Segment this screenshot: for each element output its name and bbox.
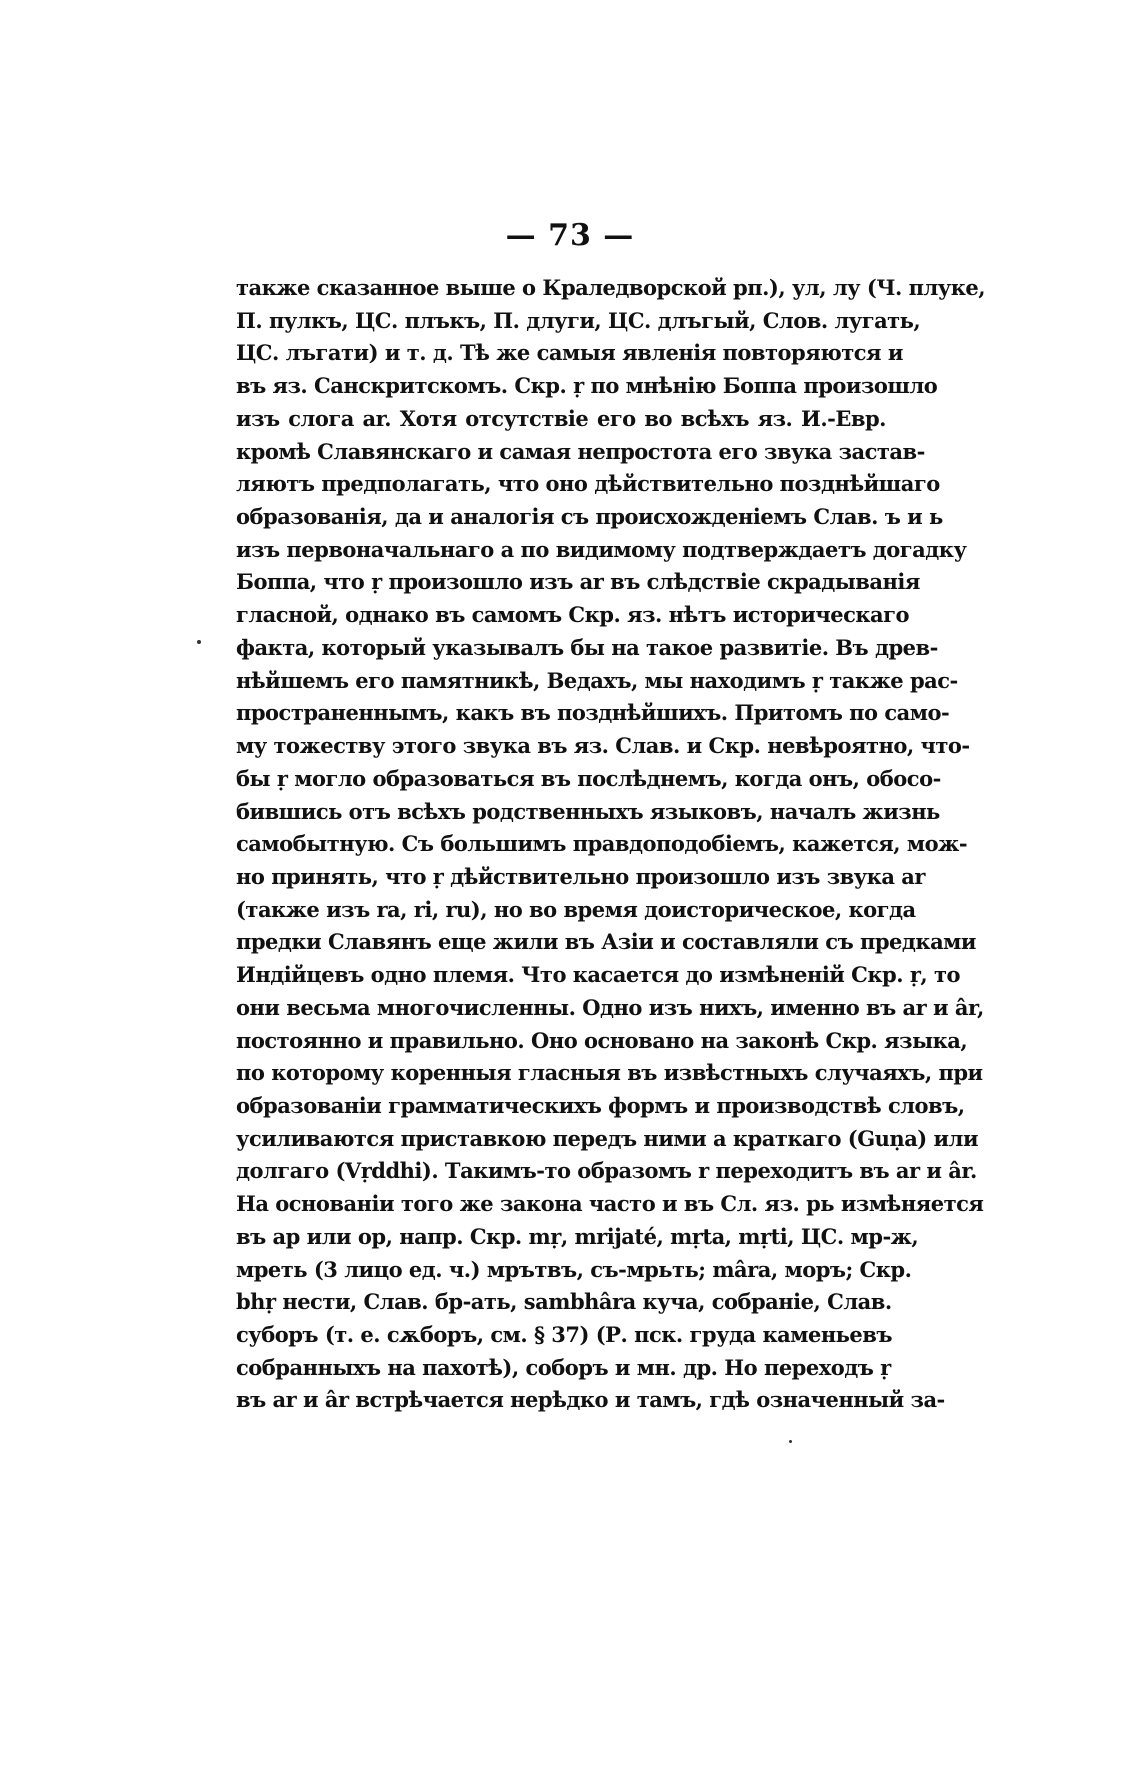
text-line: изъ слога ar. Хотя отсутствіе его во всѣхъ яз. И.-Евр. xyxy=(236,405,886,431)
text-line: гласной, однако въ самомъ Скр. яз. нѣтъ историческаго xyxy=(236,602,910,628)
text-line: мреть (3 лицо ед. ч.) мрътвъ, съ-мрьть; mâra, моръ; Скр. xyxy=(236,1256,912,1282)
text-line: бившись отъ всѣхъ родственныхъ языковъ, началъ жизнь xyxy=(236,798,940,824)
scan-speck xyxy=(789,1440,792,1443)
text-line: собранныхъ на пахотѣ), соборъ и мн. др. Но переходъ ṛ xyxy=(236,1354,891,1380)
text-line: изъ первоначальнаго a по видимому подтверждаетъ догадку xyxy=(236,536,967,562)
text-line: нѣйшемъ его памятникѣ, Ведахъ, мы находимъ ṛ также рас- xyxy=(236,667,958,693)
text-line: долгаго (Vṛddhi). Такимъ-то образомъ r переходитъ въ ar и âr. xyxy=(236,1158,977,1184)
text-line: Индійцевъ одно племя. Что касается до измѣненій Скр. ṛ, то xyxy=(236,962,961,988)
text-line: но принять, что ṛ дѣйствительно произошло изъ звука ar xyxy=(236,863,925,889)
text-line: ЦС. лъгати) и т. д. Тѣ же самыя явленія повторяются и xyxy=(236,340,903,366)
text-line: усиливаются приставкою передъ ними a краткаго (Guṇa) или xyxy=(236,1125,979,1151)
text-line: bhṛ нести, Слав. бр-ать, sambhâra куча, собраніе, Слав. xyxy=(236,1289,892,1315)
text-line: въ ar и âr встрѣчается нерѣдко и тамъ, гдѣ означенный за- xyxy=(236,1387,945,1413)
text-line: по которому коренныя гласныя въ извѣстныхъ случаяхъ, при xyxy=(236,1060,983,1086)
text-line: пространеннымъ, какъ въ позднѣйшихъ. Притомъ по само- xyxy=(236,700,950,726)
text-line: (также изъ ra, ri, ru), но во время доисторическое, когда xyxy=(236,896,916,922)
text-line: кромѣ Славянскаго и самая непростота его звука застав- xyxy=(236,438,925,464)
text-line: также сказанное выше о Краледворской рп.), ул, лу (Ч. плуке, xyxy=(236,275,986,300)
text-line: му тожеству этого звука въ яз. Слав. и Скр. невѣроятно, что- xyxy=(236,733,970,759)
body-text xyxy=(236,272,986,1417)
scan-speck xyxy=(197,640,201,644)
text-line: суборъ (т. е. сѫборъ, см. § 37) (Р. пск. груда каменьевъ xyxy=(236,1322,892,1347)
text-line: въ ap или op, напр. Скр. mṛ, mrijaté, mṛta, mṛti, ЦС. мр-ж, xyxy=(236,1223,919,1249)
text-line: бы ṛ могло образоваться въ послѣднемъ, когда онъ, обосо- xyxy=(236,765,941,791)
text-line: Боппа, что ṛ произошло изъ ar въ слѣдствіе скрадыванія xyxy=(236,569,920,595)
text-line: ляютъ предполагать, что оно дѣйствительно позднѣйшаго xyxy=(236,471,940,497)
text-line: На основаніи того же закона часто и въ Сл. яз. рь измѣняется xyxy=(236,1191,984,1217)
page-number: — 73 — xyxy=(505,218,635,253)
text-line: образованія, да и аналогія съ происхожденіемъ Слав. ъ и ь xyxy=(236,504,943,530)
text-line: въ яз. Санскритскомъ. Скр. ṛ по мнѣнію Боппа произошло xyxy=(236,373,938,399)
text-line: самобытную. Съ большимъ правдоподобіемъ, кажется, мож- xyxy=(236,831,968,857)
text-line: они весьма многочисленны. Одно изъ нихъ, именно въ ar и âr, xyxy=(236,994,984,1020)
text-line: факта, который указывалъ бы на такое развитіе. Въ древ- xyxy=(236,634,938,660)
text-line: постоянно и правильно. Оно основано на законѣ Скр. языка, xyxy=(236,1027,968,1053)
text-line: П. пулкъ, ЦС. плъкъ, П. длуги, ЦС. длъгый, Слов. лугать, xyxy=(236,307,921,333)
text-line: предки Славянъ еще жили въ Азіи и составляли съ предками xyxy=(236,929,976,955)
text-line: образованіи грамматическихъ формъ и производствѣ словъ, xyxy=(236,1092,965,1118)
